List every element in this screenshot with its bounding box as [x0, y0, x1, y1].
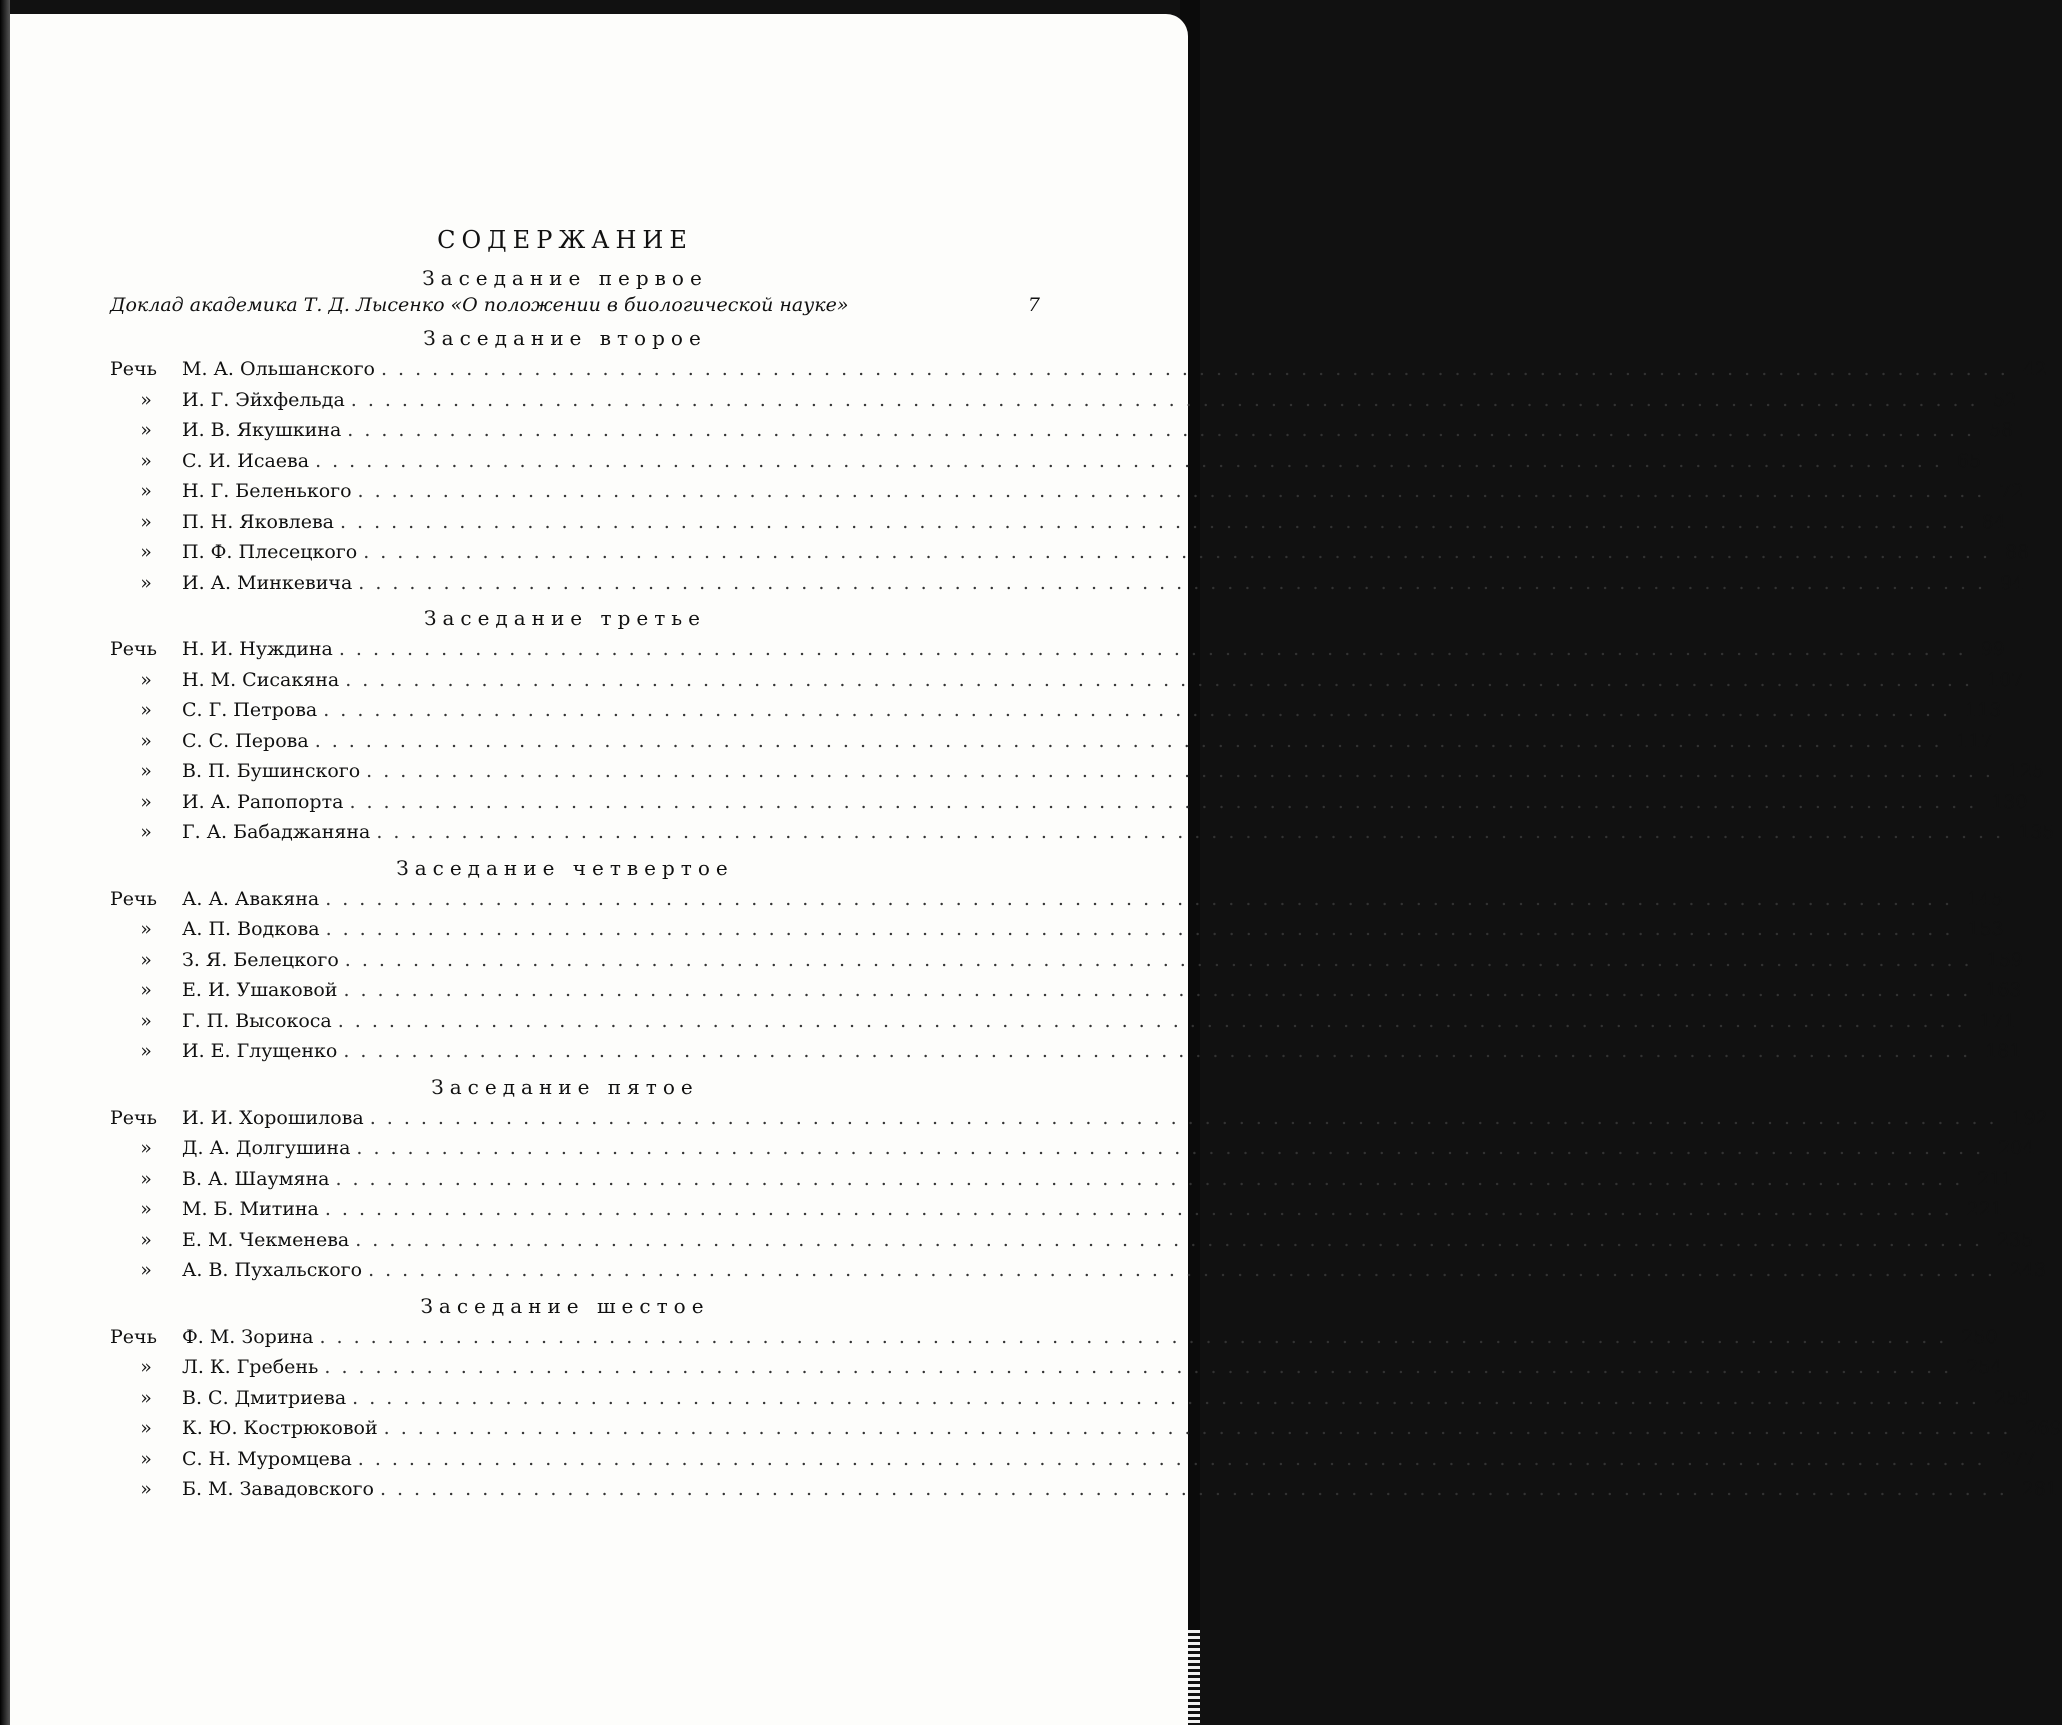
page-number: 84 [1981, 510, 2006, 533]
toc-entry [90, 975, 2022, 1006]
dot-leader: ................................................................................................ [324, 1356, 1961, 1378]
report-entry [90, 294, 1040, 316]
speech-list [90, 634, 2055, 848]
dot-leader: ................................................................................................ [358, 571, 1995, 594]
speaker-name: С. Н. Муромцева [182, 1447, 352, 1470]
page-number: 88 [2005, 541, 2030, 563]
toc-entry [90, 914, 2004, 945]
entry-prefix: » [140, 388, 152, 411]
dot-leader: ................................................................................................ [323, 699, 1960, 721]
page-number: 259 [1993, 1386, 2031, 1409]
dot-leader: ................................................................................................ [383, 1417, 2020, 1439]
speaker-name: В. С. Дмитриева [182, 1386, 347, 1409]
speaker-name: Ф. М. Зорина [182, 1325, 314, 1348]
toc-entry [90, 1036, 2022, 1067]
page-number: 204 [1998, 1137, 2035, 1159]
speaker-name: И. И. Хорошилова [182, 1106, 364, 1129]
speaker-name: С. И. Исаева [182, 449, 310, 472]
speaker-name: Е. И. Ушаковой [182, 979, 338, 1001]
dot-leader: ................................................................................................ [319, 1325, 1956, 1348]
speaker-name: А. А. Авакяна [182, 887, 320, 910]
page-number: 72 [1999, 480, 2024, 502]
entry-prefix: » [140, 918, 152, 940]
entry-prefix: » [140, 1167, 152, 1190]
speech-list [90, 884, 2023, 1067]
page-number: 145 [1967, 887, 2004, 910]
dot-leader: ................................................................................................ [324, 1198, 1961, 1220]
page-number: 163 [1985, 979, 2022, 1001]
page-number: 65 [1956, 449, 1982, 472]
page-number: 235 [1997, 1228, 2034, 1251]
speaker-name: П. Н. Яковлева [182, 510, 334, 533]
speech-list [90, 1103, 2048, 1286]
report-title: Доклад академика Т. Д. Лысенко «О положении в биологической науке» [110, 294, 849, 316]
dot-leader: ................................................................................................ [366, 760, 2002, 782]
page-number: 281 [2021, 1478, 2059, 1500]
speaker-name: И. Е. Глущенко [182, 1040, 338, 1062]
dot-leader: ................................................................................................ [357, 1447, 1994, 1470]
toc-entry [90, 1383, 2031, 1414]
dot-leader: ................................................................................................ [349, 790, 1986, 813]
speaker-name: К. Ю. Кострюковой [182, 1417, 378, 1439]
toc-title: СОДЕРЖАНИЕ [437, 226, 693, 254]
page-number: 99 [1980, 638, 2005, 660]
toc-entry [90, 1444, 2036, 1475]
entry-prefix: » [140, 948, 152, 971]
speech-list [90, 354, 2047, 598]
page-number: 159 [1986, 948, 2023, 971]
page-number: 211 [1977, 1167, 2014, 1190]
entry-prefix: » [140, 821, 152, 843]
toc-entry [90, 1474, 2059, 1505]
dot-leader: ................................................................................................ [315, 449, 1951, 472]
toc-entry [90, 385, 2017, 416]
speaker-name: И. В. Якушкина [182, 419, 342, 441]
entry-prefix: Речь [110, 358, 157, 380]
entry-prefix: » [140, 699, 152, 721]
page-number: 250 [1961, 1325, 1998, 1348]
page-number: 277 [1999, 1447, 2036, 1470]
page-number: 7 [1027, 294, 1040, 316]
entry-prefix: » [140, 1447, 152, 1470]
toc-entry [90, 945, 2023, 976]
speaker-name: Б. М. Завадовского [182, 1478, 374, 1500]
dot-leader: ................................................................................................ [355, 1228, 1992, 1251]
dot-leader: ................................................................................................ [352, 1386, 1988, 1409]
dot-leader: ................................................................................................ [325, 918, 1962, 940]
toc-entry [90, 1413, 2062, 1444]
scan-left-edge [0, 0, 10, 1725]
entry-prefix: » [140, 1386, 152, 1409]
entry-prefix: » [140, 1259, 152, 1281]
page-number: 135 [2018, 821, 2055, 843]
page-number: 254 [1966, 1356, 2003, 1378]
page-number: 42 [2022, 358, 2047, 380]
entry-prefix: » [140, 541, 152, 563]
entry-prefix: Речь [110, 1106, 157, 1129]
toc-entry [90, 787, 2028, 818]
dot-leader: ................................................................................................ [337, 1009, 1974, 1032]
speaker-name: В. П. Бушинского [182, 760, 361, 782]
toc-entry [90, 1194, 2003, 1225]
speaker-name: М. Б. Митина [182, 1198, 319, 1220]
dot-leader: ................................................................................................ [335, 1167, 1972, 1190]
entry-prefix: » [140, 1356, 152, 1378]
dot-leader: ................................................................................................ [343, 1040, 1980, 1062]
speaker-name: А. П. Водкова [182, 918, 320, 940]
page-number: 52 [1992, 388, 2017, 411]
toc-sessions [90, 266, 2062, 1505]
paper-sheet [10, 14, 2062, 1725]
dot-leader: ................................................................................................ [345, 668, 1982, 691]
entry-prefix: » [140, 760, 152, 782]
page-number: 243 [2009, 1259, 2047, 1281]
speaker-name: С. С. Перова [182, 729, 309, 752]
page-number: 113 [1965, 699, 2002, 721]
entry-prefix: » [140, 1040, 152, 1062]
page-number: 94 [2000, 571, 2025, 594]
speaker-name: Н. И. Нуждина [182, 638, 333, 660]
toc-entry [90, 446, 1982, 477]
toc-entry [90, 665, 2024, 696]
session-heading: Заседание третье [423, 606, 706, 630]
entry-prefix: » [140, 729, 152, 752]
dot-leader: ................................................................................................ [369, 1106, 2006, 1129]
entry-prefix: » [140, 1009, 152, 1032]
speaker-name: Д. А. Долгушина [182, 1137, 351, 1159]
toc-entry [90, 817, 2055, 848]
session-heading: Заседание шестое [420, 1293, 710, 1318]
entry-prefix: » [140, 668, 152, 691]
toc-entry [90, 756, 2045, 787]
page-number: 221 [1966, 1198, 2003, 1220]
speaker-name: М. А. Ольшанского [182, 358, 375, 380]
dot-leader: ................................................................................................ [338, 638, 1975, 660]
speaker-name: Л. К. Гребень [182, 1356, 319, 1378]
page-number: 153 [1967, 918, 2004, 940]
toc-entry [90, 354, 2047, 385]
toc-entry [90, 415, 2014, 446]
page-number: 117 [1956, 729, 1993, 752]
speaker-name: Г. А. Бабаджаняна [182, 821, 371, 843]
speaker-name: А. В. Пухальского [182, 1259, 363, 1281]
dot-leader: ................................................................................................ [350, 388, 1987, 411]
dot-leader: ................................................................................................ [340, 510, 1976, 533]
dot-leader: ................................................................................................ [356, 1137, 1993, 1159]
table-of-contents [90, 226, 2062, 1513]
dot-leader: ................................................................................................ [381, 358, 2017, 380]
dot-leader: ................................................................................................ [368, 1259, 2004, 1281]
speaker-name: Е. М. Чекменева [182, 1228, 350, 1251]
page-number: 192 [2011, 1106, 2048, 1129]
toc-entry [90, 726, 1993, 757]
dot-leader: ................................................................................................ [376, 821, 2013, 843]
page-number: 58 [1989, 419, 2014, 441]
speaker-name: Г. П. Высокоса [182, 1009, 332, 1032]
toc-entry [90, 1103, 2048, 1134]
toc-entry [90, 1255, 2047, 1286]
dot-leader: ................................................................................................ [379, 1478, 2016, 1500]
speaker-name: В. А. Шаумяна [182, 1167, 330, 1190]
session-heading: Заседание первое [422, 266, 708, 290]
session-heading: Заседание пятое [431, 1074, 699, 1099]
speaker-name: Н. М. Сисакяна [182, 668, 340, 691]
speaker-name: И. А. Рапопорта [182, 790, 344, 813]
page-number: 171 [1979, 1009, 2016, 1032]
page-number: 107 [1987, 668, 2024, 691]
speaker-name: З. Я. Белецкого [182, 948, 339, 971]
entry-prefix: » [140, 449, 152, 472]
entry-prefix: » [140, 1228, 152, 1251]
dot-leader: ................................................................................................ [325, 887, 1961, 910]
page-number: 125 [2007, 760, 2045, 782]
speaker-name: С. Г. Петрова [182, 699, 318, 721]
entry-prefix: » [140, 480, 152, 502]
entry-prefix: » [140, 1137, 152, 1159]
toc-entry [90, 537, 2030, 568]
session-heading: Заседание второе [423, 326, 707, 350]
toc-entry [90, 884, 2004, 915]
toc-entry [90, 1322, 1998, 1353]
entry-prefix: » [140, 1478, 152, 1500]
dot-leader: ................................................................................................ [363, 541, 1999, 563]
entry-prefix: Речь [110, 887, 157, 910]
toc-entry [90, 476, 2024, 507]
toc-entry [90, 507, 2006, 538]
dot-leader: ................................................................................................ [347, 419, 1984, 441]
entry-prefix: Речь [110, 638, 157, 660]
dot-leader: ................................................................................................ [314, 729, 1951, 752]
toc-entry [90, 1352, 2003, 1383]
toc-entry [90, 695, 2002, 726]
toc-entry [90, 568, 2025, 599]
entry-prefix: » [140, 419, 152, 441]
toc-entry [90, 634, 2005, 665]
speaker-name: И. А. Минкевича [182, 571, 353, 594]
speech-list [90, 1322, 2062, 1505]
toc-entry [90, 1164, 2014, 1195]
entry-prefix: » [140, 790, 152, 813]
session-heading: Заседание четвертое [396, 855, 734, 880]
dot-leader: ................................................................................................ [357, 480, 1994, 502]
dot-leader: ................................................................................................ [344, 948, 1981, 971]
toc-entry [90, 1006, 2016, 1037]
speaker-name: Н. Г. Беленького [182, 480, 352, 502]
toc-entry [90, 1133, 2035, 1164]
toc-entry [90, 1225, 2034, 1256]
page-number: 130 [1991, 790, 2028, 813]
page-number: 181 [1985, 1040, 2022, 1062]
speaker-name: И. Г. Эйхфельда [182, 388, 345, 411]
page-number: 269 [2025, 1417, 2062, 1439]
entry-prefix: » [140, 979, 152, 1001]
entry-prefix: » [140, 571, 152, 594]
speaker-name: П. Ф. Плесецкого [182, 541, 358, 563]
entry-prefix: » [140, 1198, 152, 1220]
dot-leader: ................................................................................................ [343, 979, 1980, 1001]
entry-prefix: » [140, 1417, 152, 1439]
entry-prefix: » [140, 510, 152, 533]
entry-prefix: Речь [110, 1325, 157, 1348]
